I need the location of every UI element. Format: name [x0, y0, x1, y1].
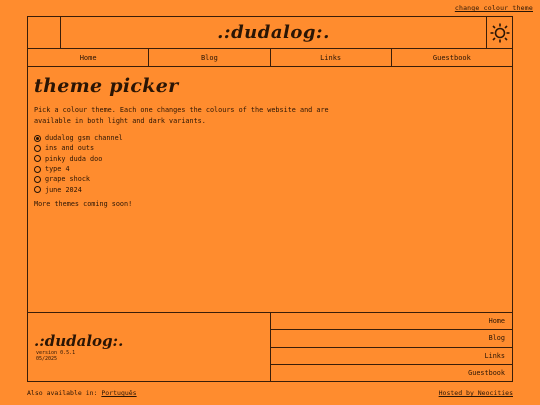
nav-guestbook[interactable]: Guestbook: [432, 53, 471, 62]
theme-label: grape shock: [45, 175, 91, 184]
theme-option-grape-shock[interactable]: [34, 174, 354, 184]
page-title: theme picker: [34, 75, 179, 97]
theme-option-ins-and-outs[interactable]: [34, 143, 354, 153]
footer-link-blog[interactable]: Blog: [271, 330, 512, 347]
theme-label: june 2024: [45, 185, 82, 194]
nav-links[interactable]: Links: [271, 49, 392, 66]
version-date: 05/2025: [36, 356, 58, 362]
theme-label: ins and outs: [45, 144, 95, 153]
radio-button[interactable]: [34, 176, 41, 183]
theme-label: dudalog gsm channel: [45, 134, 123, 143]
nav-blog[interactable]: Blog: [149, 49, 270, 66]
site-footer: [28, 312, 512, 382]
header-left-box: [28, 17, 61, 48]
footer-logo: .:dudalog:.: [34, 332, 124, 350]
nav-home[interactable]: Home: [28, 49, 149, 66]
sun-icon: [490, 23, 510, 43]
theme-option-pinky-duda-doo[interactable]: [34, 154, 354, 164]
footer-link-home[interactable]: Home: [271, 313, 512, 330]
more-themes-note: More themes coming soon!: [34, 199, 133, 208]
site-frame: [27, 16, 513, 382]
version-info: [36, 350, 75, 362]
main-content: [34, 75, 354, 208]
theme-list: [34, 133, 354, 195]
intro-text: Pick a colour theme. Each one changes the colours of the website and are available in both light and dark variants.: [34, 106, 329, 125]
footer-link-links[interactable]: Links: [271, 348, 512, 365]
theme-option-dudalog-gsm-channel[interactable]: [34, 133, 354, 143]
footer-links: [271, 313, 512, 382]
theme-label: type 4: [45, 165, 70, 174]
site-logo[interactable]: .:dudalog:.: [217, 22, 330, 43]
radio-button[interactable]: [34, 145, 41, 152]
version-number: version 0.5.1: [36, 350, 76, 356]
site-header: [28, 17, 512, 49]
theme-option-type-4[interactable]: [34, 164, 354, 174]
radio-button[interactable]: [34, 166, 41, 173]
language-note: [27, 389, 137, 397]
footer-link-guestbook[interactable]: Guestbook: [468, 369, 505, 378]
change-theme-link[interactable]: change colour theme: [454, 4, 533, 12]
theme-toggle-button[interactable]: [486, 17, 512, 48]
radio-button[interactable]: [34, 135, 41, 142]
main-nav: [28, 49, 512, 67]
radio-button[interactable]: [34, 186, 41, 193]
theme-option-june-2024[interactable]: [34, 184, 354, 194]
radio-button[interactable]: [34, 155, 41, 162]
theme-label: pinky duda doo: [45, 154, 103, 163]
hosted-by-link[interactable]: Hosted by Neocities: [438, 389, 513, 397]
available-label: Also available in:: [27, 389, 98, 397]
language-link-portuguese[interactable]: Português: [101, 389, 137, 397]
footer-brand: [28, 313, 271, 382]
